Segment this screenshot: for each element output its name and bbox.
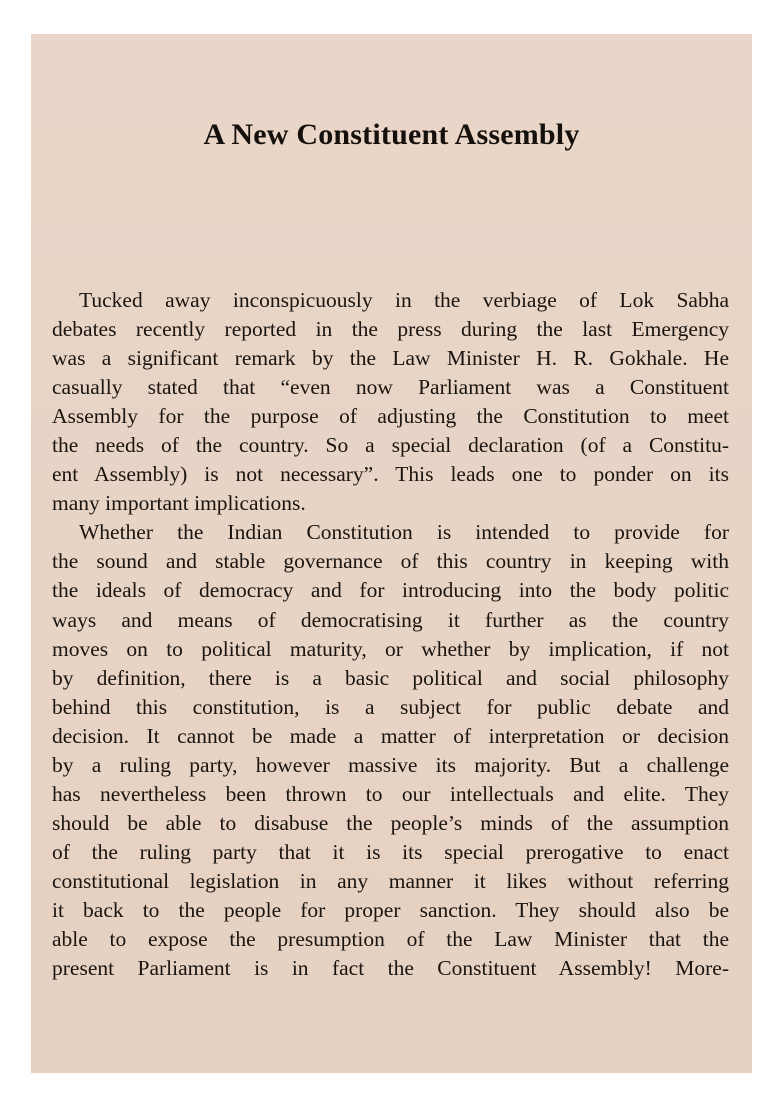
text-line: decision. It cannot be made a matter of interpretation or decision	[52, 723, 729, 748]
text-line: moves on to political maturity, or whether by implication, if not	[52, 636, 729, 661]
text-line: present Parliament is in fact the Constituent Assembly! More-	[52, 956, 729, 981]
text-line: by definition, there is a basic political and social philosophy	[52, 665, 729, 690]
text-line: the needs of the country. So a special declaration (of a Constitu-	[52, 433, 729, 458]
text-line: the sound and stable governance of this country in keeping with	[52, 549, 729, 574]
text-line: debates recently reported in the press during the last Emergency	[52, 317, 729, 342]
text-line: by a ruling party, however massive its majority. But a challenge	[52, 752, 729, 777]
body-text	[52, 286, 729, 983]
text-line: casually stated that “even now Parliament was a Constituent	[52, 375, 729, 400]
text-line: ways and means of democratising it further as the country	[52, 607, 729, 632]
text-line: behind this constitution, is a subject for public debate and	[52, 694, 729, 719]
text-line: able to expose the presumption of the Law Minister that the	[52, 927, 729, 952]
text-line: Whether the Indian Constitution is intended to provide for	[79, 520, 729, 545]
text-line: it back to the people for proper sanction. They should also be	[52, 897, 729, 922]
text-line: has nevertheless been thrown to our intellectuals and elite. They	[52, 781, 729, 806]
chapter-title: A New Constituent Assembly	[203, 118, 580, 152]
text-line: ent Assembly) is not necessary”. This leads one to ponder on its	[52, 462, 729, 487]
text-line: many important implications.	[52, 491, 306, 516]
text-line: Tucked away inconspicuously in the verbiage of Lok Sabha	[79, 288, 729, 312]
text-line: the ideals of democracy and for introducing into the body politic	[52, 578, 729, 603]
text-line: was a significant remark by the Law Minister H. R. Gokhale. He	[52, 346, 729, 371]
text-line: should be able to disabuse the people’s minds of the assumption	[52, 810, 729, 835]
book-page	[31, 34, 752, 1073]
text-line: Assembly for the purpose of adjusting the Constitution to meet	[52, 404, 729, 429]
text-line: of the ruling party that it is its special prerogative to enact	[52, 839, 729, 864]
text-line: constitutional legislation in any manner it likes without referring	[52, 868, 729, 893]
